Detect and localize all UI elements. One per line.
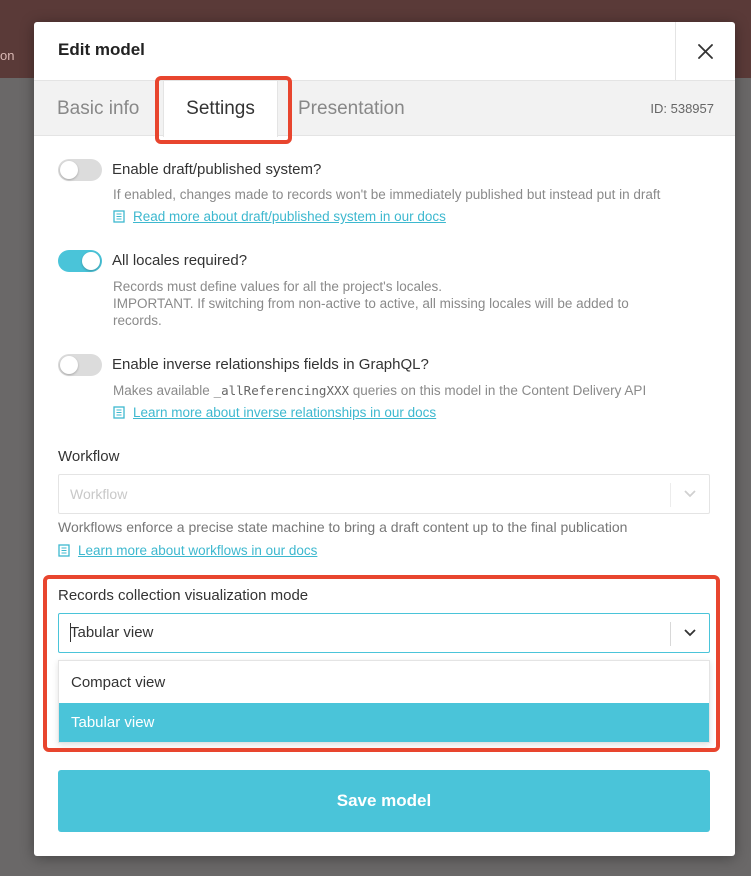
locales-setting-description-3: records. — [113, 313, 162, 328]
draft-setting-title: Enable draft/published system? — [112, 161, 322, 178]
backdrop-edge-text: on — [0, 48, 15, 63]
tab-basic-info[interactable]: Basic info — [57, 98, 140, 119]
workflow-placeholder: Workflow — [70, 486, 128, 502]
tab-bar — [34, 81, 735, 136]
workflow-docs-link-label: Learn more about workflows in our docs — [78, 543, 318, 558]
tab-presentation[interactable]: Presentation — [298, 98, 405, 119]
draft-docs-link-label: Read more about draft/published system in our docs — [133, 209, 446, 224]
visualization-label: Records collection visualization mode — [58, 587, 309, 604]
inverse-docs-link-label: Learn more about inverse relationships in our docs — [133, 405, 437, 420]
dialog-header — [34, 22, 735, 81]
visualization-select[interactable] — [58, 613, 710, 653]
select-separator — [670, 622, 671, 646]
locales-setting-description-2: IMPORTANT. If switching from non-active to active, all missing locales will be added to — [113, 296, 629, 311]
locales-setting-description-1: Records must define values for all the project's locales. — [113, 279, 442, 294]
close-icon — [698, 44, 713, 59]
tab-settings[interactable]: Settings — [163, 81, 278, 137]
workflow-label: Workflow — [58, 448, 120, 465]
locales-toggle[interactable] — [58, 250, 102, 272]
book-icon — [113, 210, 125, 223]
draft-setting — [58, 159, 718, 229]
inverse-setting-description — [113, 382, 646, 399]
workflow-select[interactable] — [58, 474, 710, 514]
close-button[interactable] — [675, 22, 735, 81]
locales-setting — [58, 250, 718, 330]
chevron-down-icon — [683, 489, 697, 499]
inverse-description-suffix: queries on this model in the Content Delivery API — [349, 383, 647, 398]
model-id: ID: 538957 — [650, 101, 714, 116]
draft-docs-link[interactable] — [113, 209, 446, 224]
book-icon — [58, 544, 70, 557]
toggle-knob — [60, 161, 78, 179]
inverse-description-prefix: Makes available — [113, 383, 214, 398]
book-icon — [113, 406, 125, 419]
save-model-button[interactable]: Save model — [58, 770, 710, 832]
visualization-selected-value: Tabular view — [70, 624, 154, 641]
inverse-setting — [58, 354, 718, 424]
inverse-docs-link[interactable] — [113, 405, 436, 420]
option-tabular-view[interactable]: Tabular view — [59, 703, 709, 742]
dialog-title: Edit model — [58, 40, 145, 59]
edit-model-dialog — [34, 22, 735, 856]
chevron-down-icon[interactable] — [683, 628, 697, 638]
workflow-docs-link[interactable] — [58, 543, 317, 558]
visualization-dropdown-menu — [58, 660, 710, 743]
draft-setting-description: If enabled, changes made to records won't be immediately published but instead put in draft — [113, 187, 661, 202]
option-compact-view[interactable]: Compact view — [71, 674, 166, 691]
inverse-toggle[interactable] — [58, 354, 102, 376]
toggle-knob — [60, 356, 78, 374]
select-separator — [670, 483, 671, 507]
toggle-knob — [82, 252, 100, 270]
locales-setting-title: All locales required? — [112, 252, 248, 269]
inverse-description-code: _allReferencingXXX — [213, 383, 350, 398]
workflow-help-text: Workflows enforce a precise state machine to bring a draft content up to the final publication — [58, 519, 628, 535]
draft-toggle[interactable] — [58, 159, 102, 181]
inverse-setting-title: Enable inverse relationships fields in GraphQL? — [112, 356, 429, 373]
